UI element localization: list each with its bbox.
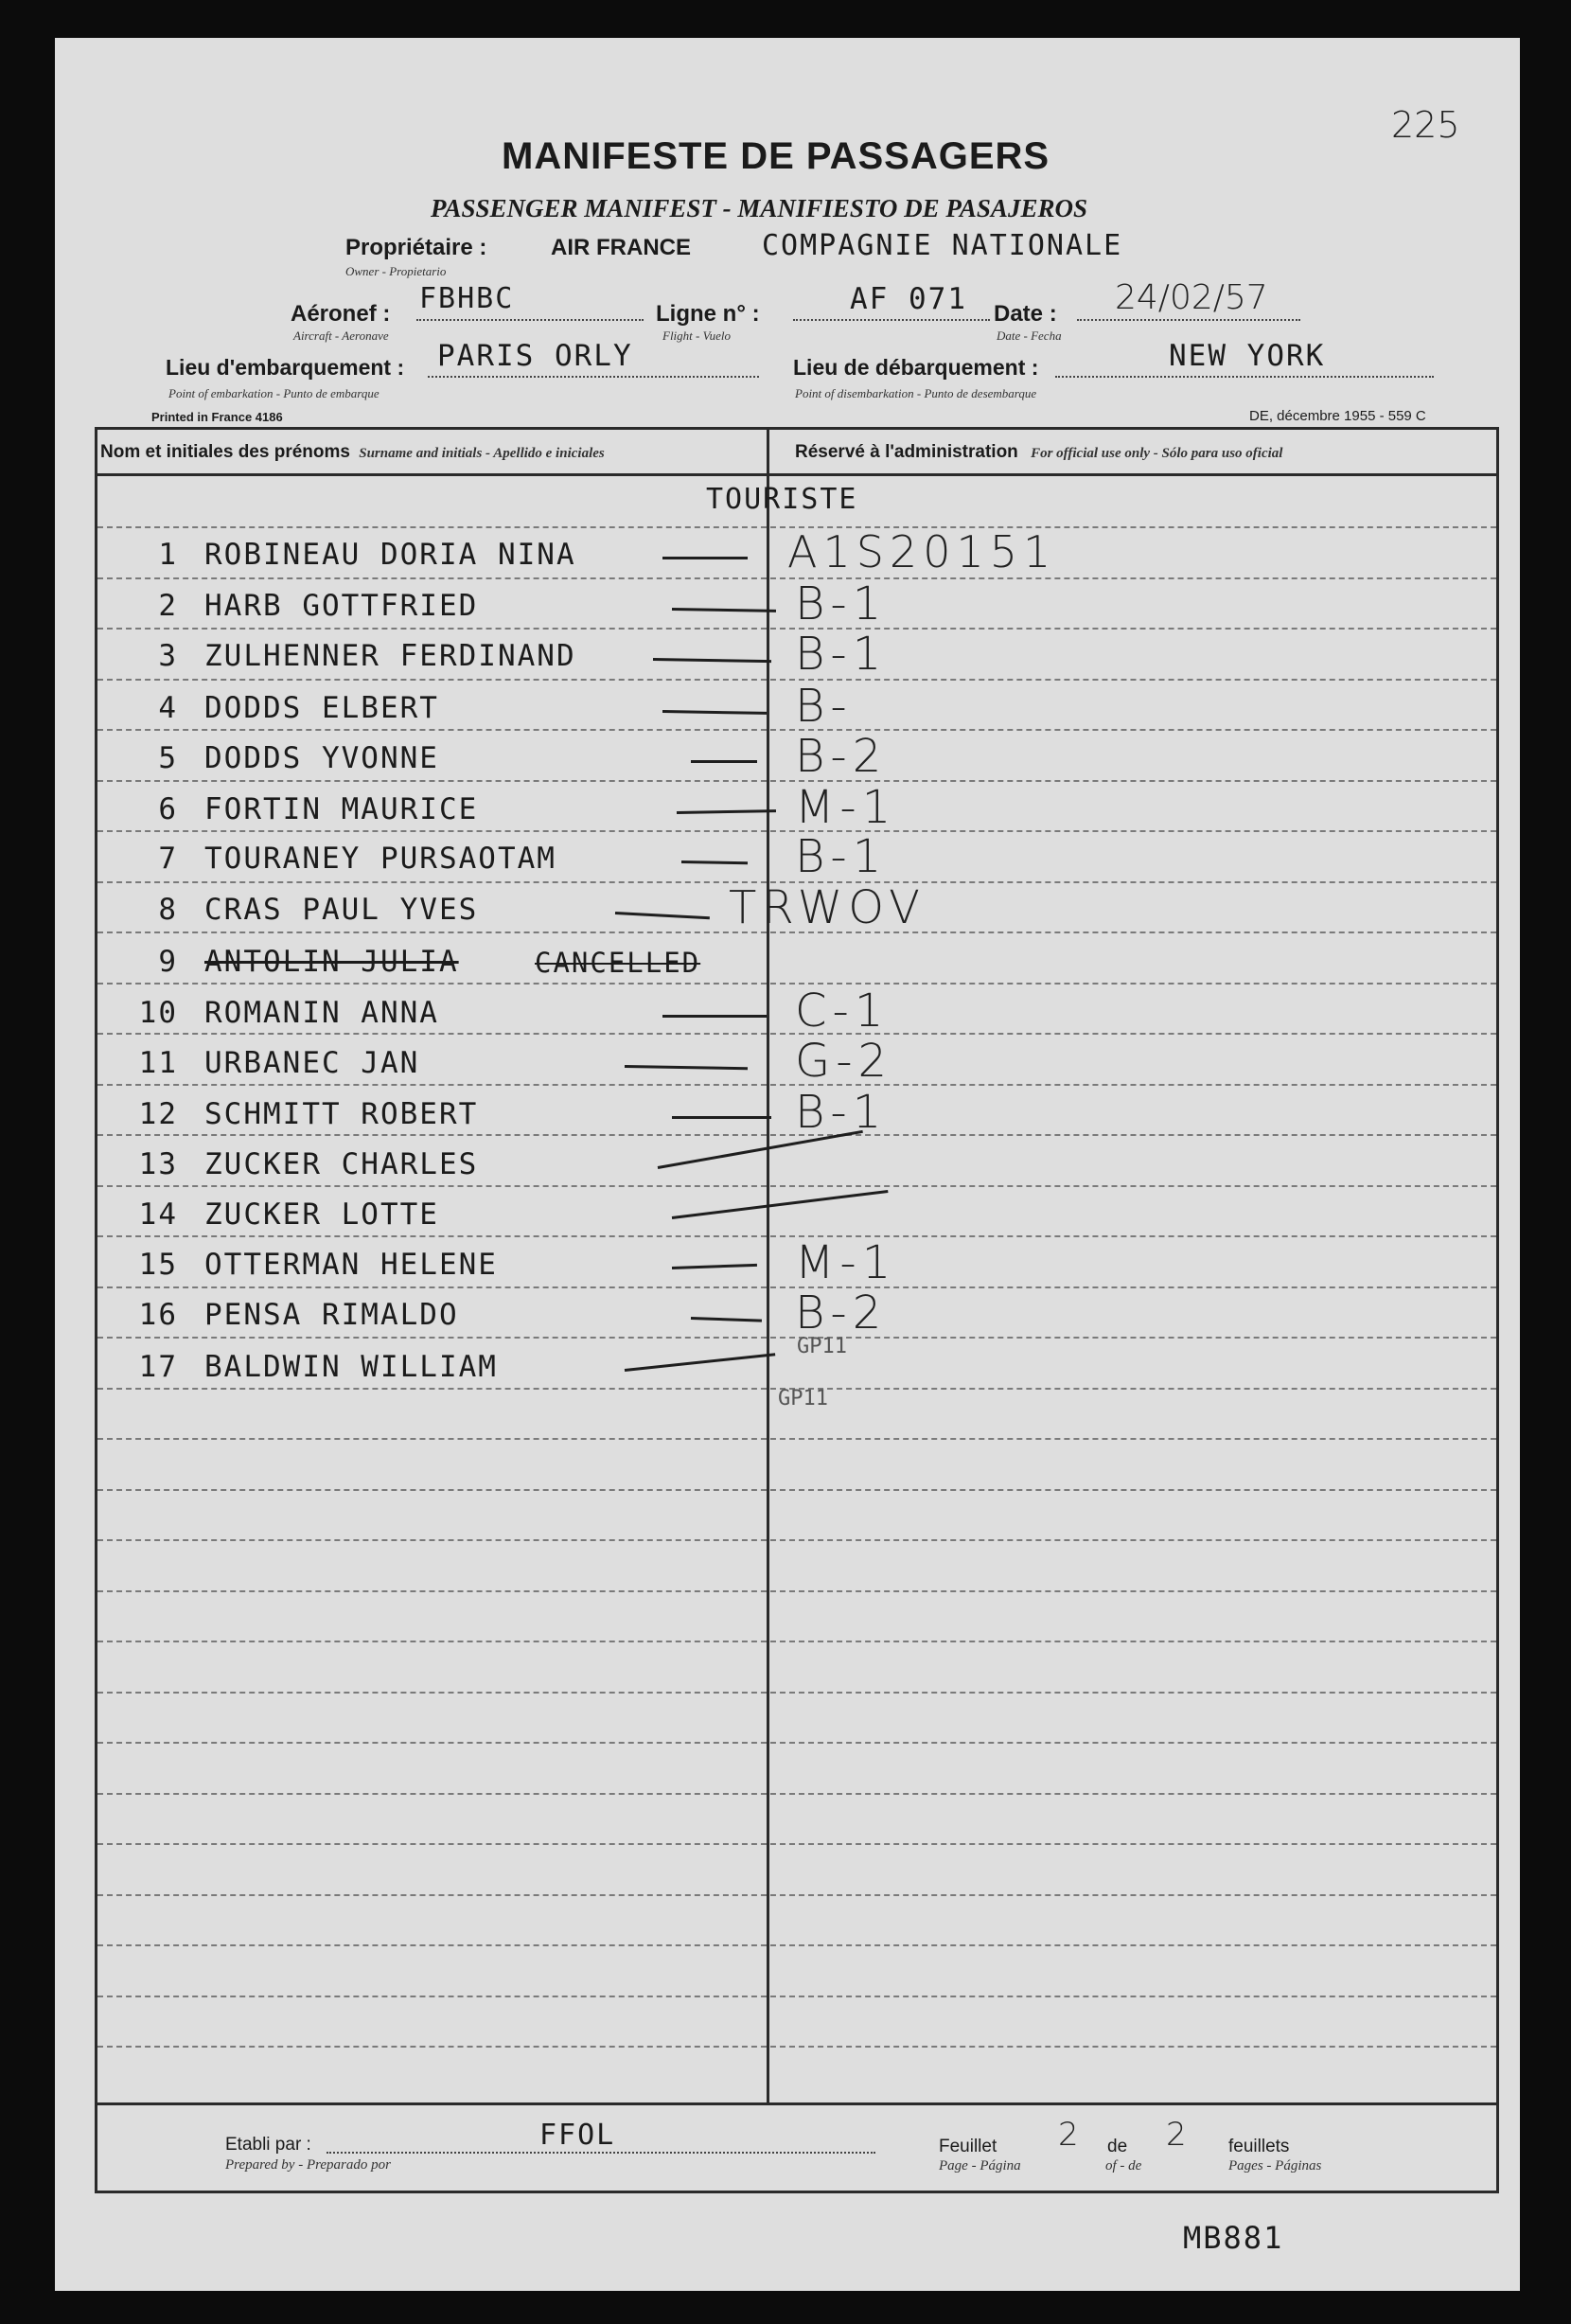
date-dots (1077, 319, 1300, 321)
row-line (97, 2046, 1496, 2048)
row-line (97, 1996, 1496, 1997)
admin-note: B-2 (795, 1286, 888, 1339)
prepared-dots (327, 2152, 875, 2154)
admin-note: B-1 (795, 1086, 888, 1139)
col2-header (795, 442, 1282, 463)
date-label: Date : (994, 301, 1057, 327)
row-line (97, 1438, 1496, 1440)
admin-note: A1S20151 (787, 526, 1057, 577)
row-number: 9 (158, 945, 178, 979)
row-number: 17 (138, 1350, 178, 1384)
row-number: 1 (158, 538, 178, 572)
table-footer-rule (97, 2102, 1496, 2105)
row-number: 4 (158, 691, 178, 725)
line-value: AF 071 (850, 282, 967, 316)
row-line (97, 1894, 1496, 1896)
row-number: 12 (138, 1097, 178, 1131)
embark-value: PARIS ORLY (437, 339, 633, 373)
passenger-name: ZULHENNER FERDINAND (204, 639, 576, 673)
date-sub: Date - Fecha (997, 328, 1062, 343)
row-number: 13 (138, 1147, 178, 1181)
passenger-name: DODDS ELBERT (204, 691, 439, 725)
disembark-dots (1055, 376, 1434, 378)
row-number: 6 (158, 792, 178, 826)
embark-dots (428, 376, 759, 378)
aircraft-value: FBHBC (419, 282, 515, 315)
admin-note: B-1 (795, 830, 888, 883)
admin-note: B-1 (795, 628, 888, 681)
owner-typed: COMPAGNIE NATIONALE (762, 229, 1123, 262)
passenger-name: BALDWIN WILLIAM (204, 1350, 498, 1384)
row-number: 7 (158, 842, 178, 876)
row-number: 16 (138, 1298, 178, 1332)
row-number: 14 (138, 1197, 178, 1232)
row-line (97, 1742, 1496, 1744)
document-title: MANIFESTE DE PASSAGERS (502, 135, 1050, 177)
check-mark (662, 557, 748, 559)
col2-header-label: Réservé à l'administration (795, 442, 1018, 462)
page-sub: Page - Página (939, 2158, 1021, 2173)
pages-sub: Pages - Páginas (1228, 2158, 1322, 2173)
passenger-name: ZUCKER CHARLES (204, 1147, 479, 1181)
page-number: 225 (1391, 104, 1460, 146)
row-line (97, 1692, 1496, 1694)
bottom-code: MB881 (1183, 2220, 1284, 2256)
prepared-sub: Prepared by - Preparado por (225, 2157, 391, 2173)
col2-header-sub: For official use only - Sólo para uso oficial (1031, 446, 1283, 461)
of-sub: of - de (1105, 2158, 1142, 2173)
admin-note: B-1 (795, 577, 888, 630)
owner-sub: Owner - Propietario (345, 264, 447, 278)
row-line (97, 1843, 1496, 1845)
date-value: 24/02/57 (1115, 278, 1268, 317)
admin-note: G-2 (795, 1035, 893, 1088)
of-label: de (1107, 2137, 1128, 2156)
page-value: 2 (1058, 2116, 1079, 2154)
check-mark (691, 760, 757, 763)
aircraft-label: Aéronef : (291, 301, 391, 327)
passenger-name: ROMANIN ANNA (204, 996, 439, 1030)
stamp-row-17: GP11 (778, 1387, 828, 1410)
line-label: Ligne n° : (656, 301, 760, 327)
disembark-sub: Point of disembarkation - Punto de desembarque (795, 386, 1037, 400)
admin-note: M-1 (795, 1236, 897, 1289)
row-number: 15 (138, 1248, 178, 1282)
prepared-value: FFOL (539, 2119, 616, 2152)
row-number: 10 (138, 996, 178, 1030)
passenger-name: ANTOLIN JULIA (204, 945, 459, 979)
passenger-name: SCHMITT ROBERT (204, 1097, 479, 1131)
passenger-name: OTTERMAN HELENE (204, 1248, 498, 1282)
prepared-label: Etabli par : (225, 2135, 311, 2155)
row-line (97, 1590, 1496, 1592)
total-value: 2 (1166, 2116, 1187, 2154)
admin-note: M-1 (795, 781, 897, 834)
passenger-name: ZUCKER LOTTE (204, 1197, 439, 1232)
col1-header (100, 442, 605, 463)
table-header-rule (97, 473, 1496, 476)
passenger-name: PENSA RIMALDO (204, 1298, 459, 1332)
disembark-label: Lieu de débarquement : (793, 355, 1039, 380)
col1-header-label: Nom et initiales des prénoms (100, 442, 350, 462)
line-dots (793, 319, 990, 321)
edition-note: DE, décembre 1955 - 559 C (1249, 408, 1426, 424)
line-sub: Flight - Vuelo (662, 328, 731, 343)
cancelled-note: CANCELLED (535, 947, 701, 979)
aircraft-sub: Aircraft - Aeronave (293, 328, 389, 343)
row-number: 8 (158, 893, 178, 927)
owner-printed: AIR FRANCE (551, 235, 691, 260)
admin-note: B- (795, 680, 853, 733)
class-label: TOURISTE (706, 483, 858, 516)
row-number: 2 (158, 589, 178, 623)
row-line (97, 1489, 1496, 1491)
document-subtitle: PASSENGER MANIFEST - MANIFIESTO DE PASAJEROS (431, 194, 1087, 222)
admin-note: B-2 (795, 730, 888, 783)
embark-sub: Point of embarkation - Punto de embarque (168, 386, 380, 400)
printed-note: Printed in France 4186 (151, 410, 283, 424)
page-label: Feuillet (939, 2137, 997, 2156)
row-line (97, 1641, 1496, 1642)
passenger-name: TOURANEY PURSAOTAM (204, 842, 556, 876)
check-mark (672, 1116, 771, 1119)
disembark-value: NEW YORK (1169, 339, 1326, 373)
col1-header-sub: Surname and initials - Apellido e iniciales (359, 446, 605, 461)
admin-note: TRWOV (729, 881, 926, 934)
passenger-name: FORTIN MAURICE (204, 792, 479, 826)
passenger-name: ROBINEAU DORIA NINA (204, 538, 576, 572)
check-mark (662, 1015, 767, 1018)
row-number: 3 (158, 639, 178, 673)
row-line (97, 1944, 1496, 1946)
passenger-name: CRAS PAUL YVES (204, 893, 479, 927)
pages-label: feuillets (1228, 2137, 1290, 2156)
row-number: 5 (158, 741, 178, 775)
embark-label: Lieu d'embarquement : (166, 355, 405, 380)
stamp-row-16: GP11 (797, 1335, 847, 1358)
row-line (97, 1185, 1496, 1187)
passenger-name: HARB GOTTFRIED (204, 589, 479, 623)
owner-label: Propriétaire : (345, 235, 487, 260)
aircraft-dots (416, 319, 644, 321)
row-line (97, 1793, 1496, 1795)
row-number: 11 (138, 1046, 178, 1080)
row-line (97, 1539, 1496, 1541)
admin-note: C-1 (795, 985, 890, 1038)
passenger-name: URBANEC JAN (204, 1046, 420, 1080)
passenger-name: DODDS YVONNE (204, 741, 439, 775)
